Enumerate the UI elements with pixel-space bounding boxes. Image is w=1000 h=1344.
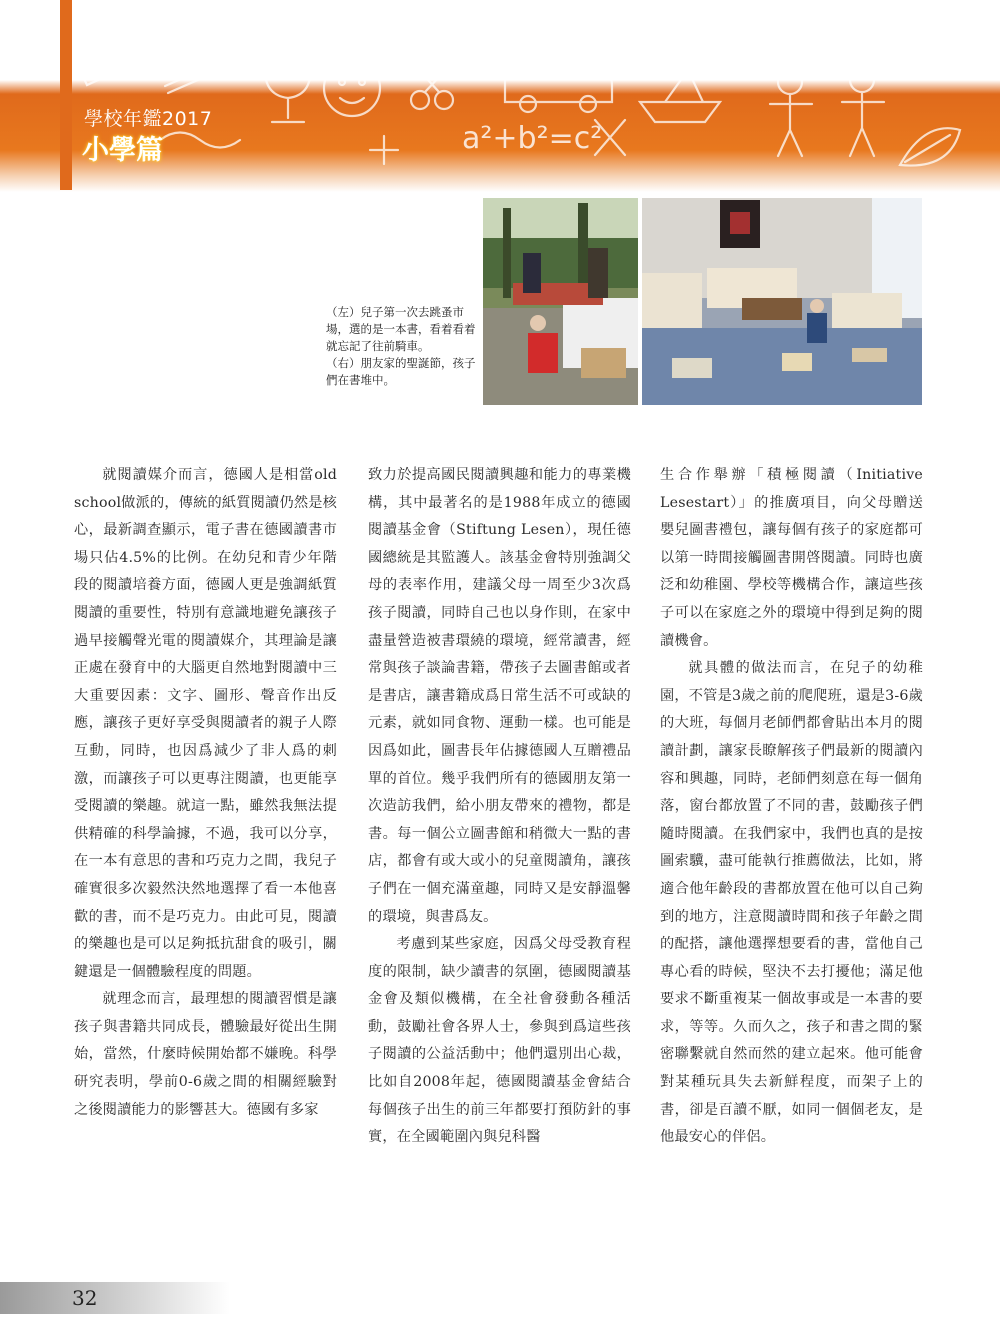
article-column-3 [660,462,923,1152]
flea-market-photo [483,198,638,405]
christmas-living-room-photo [642,198,922,405]
section-title: 小學篇 [82,135,163,166]
paragraph: 就具體的做法而言，在兒子的幼稚園，不管是3歲之前的爬爬班，還是3-6歲的大班，每個月老師們都會貼出本月的閱讀計劃，讓家長瞭解孩子們最新的閱讀內容和興趣，同時，老師們刻意在每一個角落，窗台都放置了不同的書，鼓勵孩子們隨時閱讀。在我們家中，我們也真的是按圖索驥，盡可能執行推薦做法，比如，將適合他年齡段的書都放置在他可以自己夠到的地方，注意閱讀時間和孩子年齡之間的配搭，讓他選擇想要看的書，當他自己專心看的時候，堅決不去打擾他；滿足他要求不斷重複某一個故事或是一本書的要求，等等。久而久之，孩子和書之間的緊密聯繫就自然而然的建立起來。他可能會對某種玩具失去新鮮程度，而架子上的書，卻是百讀不厭，如同一個個老友，是他最安心的伴侶。 [660,660,923,1146]
paragraph: 致力於提高國民閱讀興趣和能力的專業機構，其中最著名的是1988年成立的德國閱讀基金會（Stiftung Lesen），現任德國總統是其監護人。該基金會特別強調父母的表率作用，建議父母一周至少3次爲孩子閱讀，同時自己也以身作則，在家中盡量營造被書環繞的環境，經常讀書，經常與孩子談論書籍，帶孩子去圖書館或者是書店，讓書籍成爲日常生活不可或缺的元素，就如同食物、運動一樣。也可能是因爲如此，圖書長年佔據德國人互贈禮品單的首位。幾乎我們所有的德國朋友第一次造訪我們，給小朋友帶來的禮物，都是書。每一個公立圖書館和稍微大一點的書店，都會有或大或小的兒童閱讀角，讓孩子們在一個充滿童趣，同時又是安靜溫馨的環境，與書爲友。 [368,467,631,925]
book-title: 學校年鑑2017 [84,108,213,130]
formula-doodle: a²+b²=c² [462,121,603,156]
article-column-2 [368,462,631,1152]
flea-market-photo-icon [483,198,638,405]
footer-bar [0,1282,230,1314]
paragraph: 就閱讀媒介而言，德國人是相當old school做派的，傳統的紙質閱讀仍然是核心，最新調查顯示，電子書在德國讀書市場只佔4.5%的比例。在幼兒和青少年階段的閱讀培養方面，德國人更是強調紙質閱讀的重要性，特別有意識地避免讓孩子過早接觸聲光電的閱讀媒介，其理論是讓正處在發育中的大腦更自然地對閱讀中三大重要因素：文字、圖形、聲音作出反應，讓孩子更好享受與閱讀者的親子人際互動，同時，也因爲減少了非人爲的刺激，而讓孩子可以更專注閱讀，也更能享受閱讀的樂趣。就這一點，雖然我無法提供精確的科學論據，不過，我可以分享，在一本有意思的書和巧克力之間，我兒子確實很多次毅然決然地選擇了看一本他喜歡的書，而不是巧克力。由此可見，閱讀的樂趣也是可以足夠抵抗甜食的吸引，關鍵還是一個體驗程度的問題。 [74,467,337,980]
caption-right: （右）朋友家的聖誕節，孩子們在書堆中。 [326,356,476,387]
paragraph: 考慮到某些家庭，因爲父母受教育程度的限制，缺少讀書的氛圍，德國閱讀基金會及類似機構，在全社會發動各種活動，鼓勵社會各界人士，參與到爲這些孩子閱讀的公益活動中；他們還別出心裁，比如自2008年起，德國閱讀基金會結合每個孩子出生的前三年都要打預防針的事實，在全國範圍內與兒科醫 [368,936,631,1146]
photo-caption [326,304,476,389]
page-number: 32 [72,1286,98,1310]
paragraph: 生合作舉辦「積極閱讀（Initiative Lesestart）」的推廣項目，向父母贈送嬰兒圖書禮包，讓每個有孩子的家庭都可以第一時間接觸圖書開啓閱讀。同時也廣泛和幼稚園、學校等機構合作，讓這些孩子可以在家庭之外的環境中得到足夠的閱讀機會。 [660,467,923,649]
caption-left: （左）兒子第一次去跳蚤市場，選的是一本書，看着看着就忘記了往前騎車。 [326,305,476,353]
living-room-photo-icon [642,198,922,405]
page-header [0,0,1000,192]
paragraph: 就理念而言，最理想的閱讀習慣是讓孩子與書籍共同成長，體驗最好從出生開始，當然，什麼時候開始都不嫌晚。科學研究表明，學前0-6歲之間的相關經驗對之後閱讀能力的影響甚大。德國有多家 [74,991,337,1118]
accent-bar [60,0,72,190]
article-column-1 [74,462,337,1124]
